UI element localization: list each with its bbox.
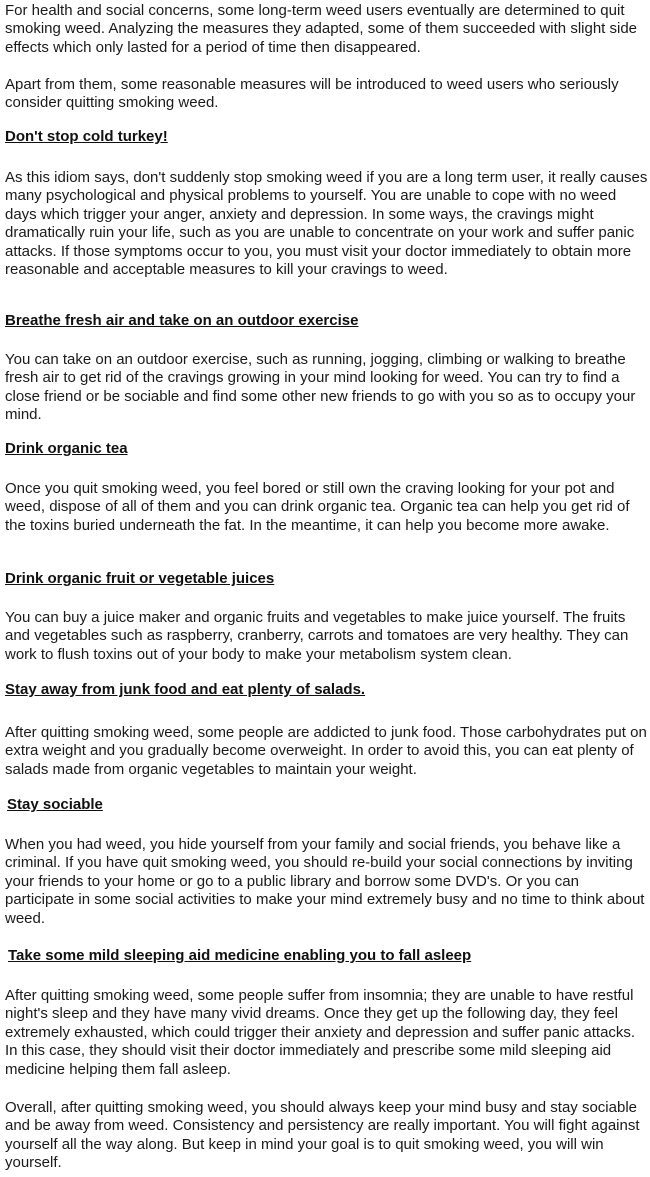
heading-stay-sociable: Stay sociable — [7, 796, 103, 813]
paragraph-dont-stop-cold-turkey: As this idiom says, don't suddenly stop smoking weed if you are a long term user, it really causes many psychological and physical problems to yourself. You are unable to cope with no weed days which trigger your anger, anxiety and depression. In some ways, the cravings might dramatically ruin your life, such as you are unable to concentrate on your work and suffer panic attacks. If those symptoms occur to you, you must visit your doctor immediately to obtain more reasonable and acceptable measures to kill your cravings to weed. — [5, 169, 648, 279]
paragraph-drink-organic-tea: Once you quit smoking weed, you feel bored or still own the craving looking for your pot and weed, dispose of all of them and you can drink organic tea. Organic tea can help you get rid of the toxins buried underneath the fat. In the meantime, it can help you become more awake. — [5, 480, 630, 534]
heading-drink-organic-tea: Drink organic tea — [5, 440, 128, 457]
heading-drink-juices: Drink organic fruit or vegetable juices — [5, 570, 275, 587]
heading-dont-stop-cold-turkey: Don't stop cold turkey! — [5, 128, 168, 145]
paragraph-stay-away-junk-food: After quitting smoking weed, some people are addicted to junk food. Those carbohydrates put on extra weight and you gradually become overweight. In order to avoid this, you can eat plenty of salads made from organic vegetables to maintain your weight. — [5, 724, 647, 778]
conclusion-paragraph: Overall, after quitting smoking weed, you should always keep your mind busy and stay sociable and be away from weed. Consistency and persistency are really important. You will fight against yourself all the way along. But keep in mind your goal is to quit smoking weed, you will win yourself. — [5, 1099, 640, 1172]
paragraph-stay-sociable: When you had weed, you hide yourself from your family and social friends, you behave like a criminal. If you have quit smoking weed, you should re-build your social connections by inviting your friends to your home or go to a public library and borrow some DVD's. Or you can participate in some social activities to make your mind extremely busy and no time to think about weed. — [5, 836, 645, 927]
heading-sleeping-aid: Take some mild sleeping aid medicine enabling you to fall asleep — [8, 947, 472, 964]
intro-paragraph-2: Apart from them, some reasonable measures will be introduced to weed users who seriously consider quitting smoking weed. — [5, 76, 619, 112]
intro-paragraph-1: For health and social concerns, some long-term weed users eventually are determined to quit smoking weed. Analyzing the measures they adapted, some of them succeeded with slight side effects which only lasted for a period of time then disappeared. — [5, 2, 638, 56]
heading-stay-away-junk-food: Stay away from junk food and eat plenty of salads. — [5, 681, 366, 698]
paragraph-breathe-fresh-air: You can take on an outdoor exercise, such as running, jogging, climbing or walking to breathe fresh air to get rid of the cravings growing in your mind looking for weed. You can try to find a close friend or be sociable and find some other new friends to go with you so as to occupy your mind. — [5, 351, 636, 424]
heading-breathe-fresh-air: Breathe fresh air and take on an outdoor exercise — [5, 312, 359, 329]
paragraph-drink-juices: You can buy a juice maker and organic fruits and vegetables to make juice yourself. The fruits and vegetables such as raspberry, cranberry, carrots and tomatoes are very healthy. They can work to flush toxins out of your body to make your metabolism system clean. — [5, 609, 629, 663]
paragraph-sleeping-aid: After quitting smoking weed, some people suffer from insomnia; they are unable to have restful night's sleep and they have many vivid dreams. Once they get up the following day, they feel extremely exhausted, which could trigger their anxiety and depression and suffer panic attacks. In this case, they should visit their doctor immediately and prescribe some mild sleeping aid medicine helping them fall asleep. — [5, 987, 636, 1078]
